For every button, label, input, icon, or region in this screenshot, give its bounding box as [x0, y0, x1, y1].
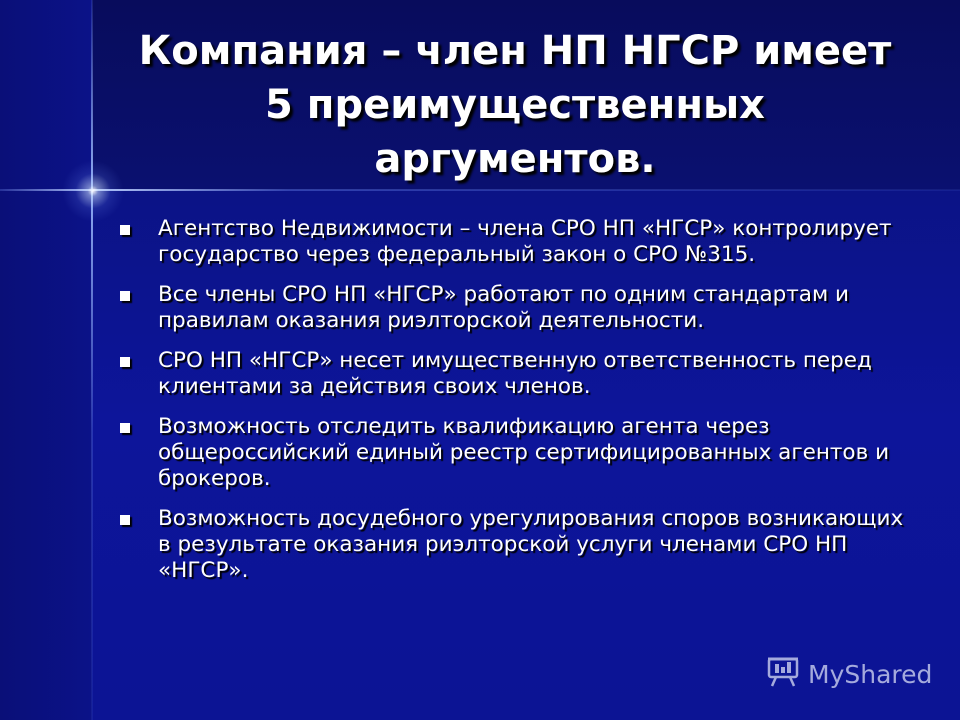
- bullet-text: СРО НП «НГСР» несет имущественную ответственность перед клиентами за действия своих членов.: [158, 348, 872, 399]
- bullet-text: Все члены СРО НП «НГСР» работают по одним стандартам и правилам оказания риэлторской деятельности.: [158, 282, 850, 333]
- horizontal-accent-line: [0, 189, 960, 191]
- left-band: [0, 0, 92, 720]
- watermark-text: MyShared: [808, 659, 933, 689]
- vertical-accent-line: [91, 0, 93, 720]
- presentation-board-icon: [766, 656, 800, 692]
- square-bullet-icon: [120, 423, 130, 433]
- bullet-item: [120, 414, 910, 492]
- bullet-item: [120, 506, 910, 584]
- bullet-text: Возможность отследить квалификацию агента через общероссийский единый реестр сертифицированных агентов и брокеров.: [158, 414, 890, 491]
- square-bullet-icon: [120, 515, 130, 525]
- bullet-text: Агентство Недвижимости – члена СРО НП «НГСР» контролирует государство через федеральный закон о СРО №315.: [158, 216, 892, 267]
- bullet-item: [120, 282, 910, 334]
- square-bullet-icon: [120, 225, 130, 235]
- slide-title: Компания – член НП НГСР имеет 5 преимущественных аргументов.: [138, 28, 892, 182]
- bullet-item: [120, 348, 910, 400]
- sparkle-glow: [62, 160, 124, 222]
- bullet-text: Возможность досудебного урегулирования споров возникающих в результате оказания риэлторской услуги членами СРО НП «НГСР».: [158, 506, 904, 583]
- square-bullet-icon: [120, 357, 130, 367]
- square-bullet-icon: [120, 291, 130, 301]
- bullet-list: [120, 216, 910, 598]
- watermark: [766, 656, 932, 692]
- bullet-item: [120, 216, 910, 268]
